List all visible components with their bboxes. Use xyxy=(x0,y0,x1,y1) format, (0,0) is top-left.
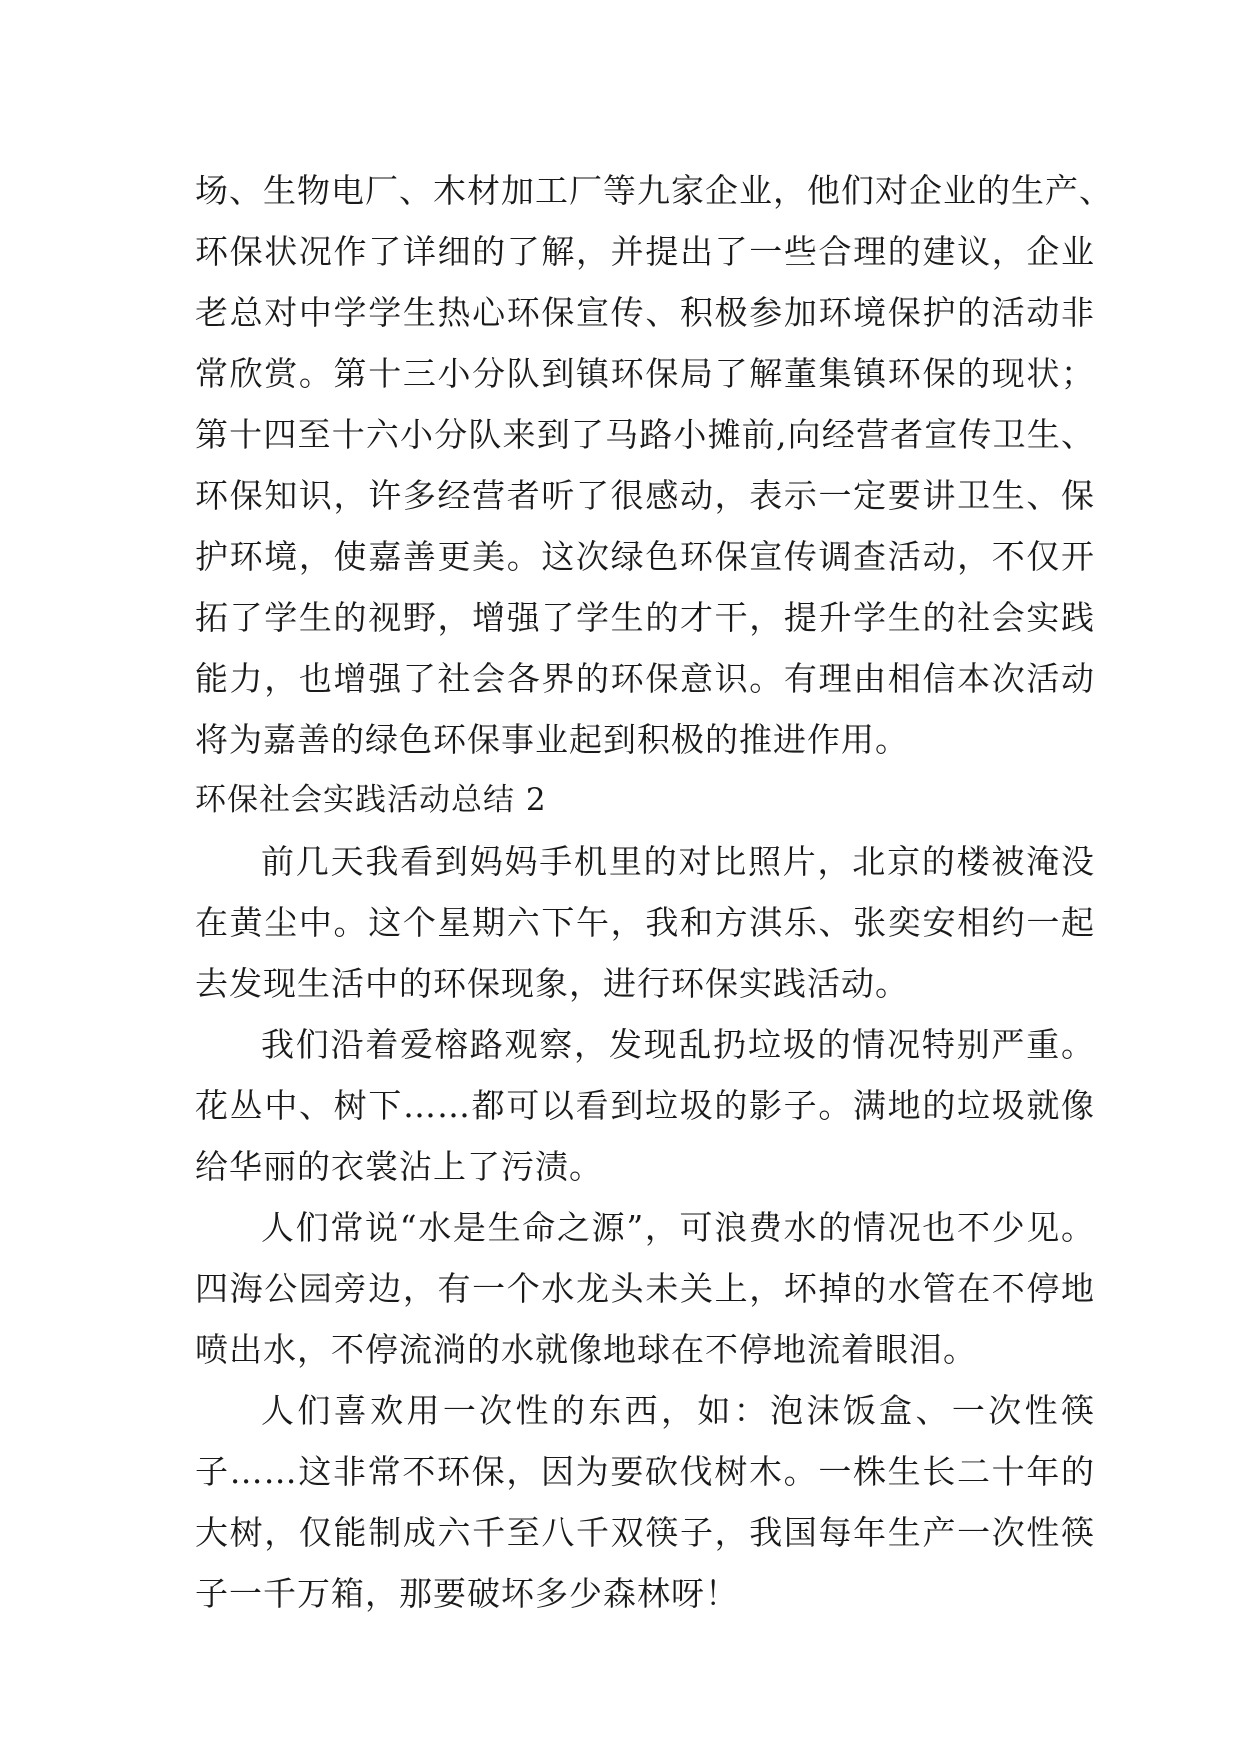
paragraph-line: 老总对中学学生热心环保宣传、积极参加环境保护的活动非 xyxy=(195,293,1095,332)
paragraph-line: 大树，仅能制成六千至八千双筷子，我国每年生产一次性筷 xyxy=(195,1513,1095,1552)
paragraph-line: 常欣赏。第十三小分队到镇环保局了解董集镇环保的现状； xyxy=(195,354,1095,393)
paragraph xyxy=(195,1014,1095,1197)
paragraph-line: 环保知识，许多经营者听了很感动，表示一定要讲卫生、保 xyxy=(195,476,1095,515)
paragraph-line: 子一千万箱，那要破坏多少森林呀！ xyxy=(195,1574,739,1613)
paragraph-line: 人们喜欢用一次性的东西，如：泡沫饭盒、一次性筷 xyxy=(261,1391,1095,1430)
paragraph-line: 花丛中、树下……都可以看到垃圾的影子。满地的垃圾就像 xyxy=(195,1086,1095,1125)
paragraph-line: 我们沿着爱榕路观察，发现乱扔垃圾的情况特别严重。 xyxy=(261,1025,1095,1064)
paragraph-line: 环保状况作了详细的了解，并提出了一些合理的建议，企业 xyxy=(195,232,1095,271)
paragraph-line: 给华丽的衣裳沾上了污渍。 xyxy=(195,1147,603,1186)
paragraph-line: 去发现生活中的环保现象，进行环保实践活动。 xyxy=(195,964,909,1003)
section-title: 环保社会实践活动总结 2 xyxy=(195,782,547,818)
paragraph-line: 第十四至十六小分队来到了马路小摊前,向经营者宣传卫生、 xyxy=(195,415,1095,454)
paragraph-line: 场、生物电厂、木材加工厂等九家企业，他们对企业的生产、 xyxy=(195,171,1113,210)
paragraph-line: 子……这非常不环保，因为要砍伐树木。一株生长二十年的 xyxy=(195,1452,1095,1491)
paragraph-line: 前几天我看到妈妈手机里的对比照片，北京的楼被淹没 xyxy=(261,842,1095,881)
paragraph-line: 能力，也增强了社会各界的环保意识。有理由相信本次活动 xyxy=(195,659,1095,698)
paragraph xyxy=(195,1197,1095,1380)
paragraph-line: 人们常说“水是生命之源”，可浪费水的情况也不少见。 xyxy=(261,1208,1095,1247)
paragraph-line: 护环境，使嘉善更美。这次绿色环保宣传调查活动，不仅开 xyxy=(195,537,1095,576)
paragraph-line: 喷出水，不停流淌的水就像地球在不停地流着眼泪。 xyxy=(195,1330,977,1369)
paragraph-line: 在黄尘中。这个星期六下午，我和方淇乐、张奕安相约一起 xyxy=(195,903,1095,942)
paragraph xyxy=(195,831,1095,1014)
paragraph-continued xyxy=(195,160,1113,770)
document-body xyxy=(195,160,1113,1624)
paragraph xyxy=(195,1380,1095,1624)
paragraph-line: 将为嘉善的绿色环保事业起到积极的推进作用。 xyxy=(195,720,909,759)
paragraph-line: 四海公园旁边，有一个水龙头未关上，坏掉的水管在不停地 xyxy=(195,1269,1095,1308)
paragraph-line: 拓了学生的视野，增强了学生的才干，提升学生的社会实践 xyxy=(195,598,1095,637)
